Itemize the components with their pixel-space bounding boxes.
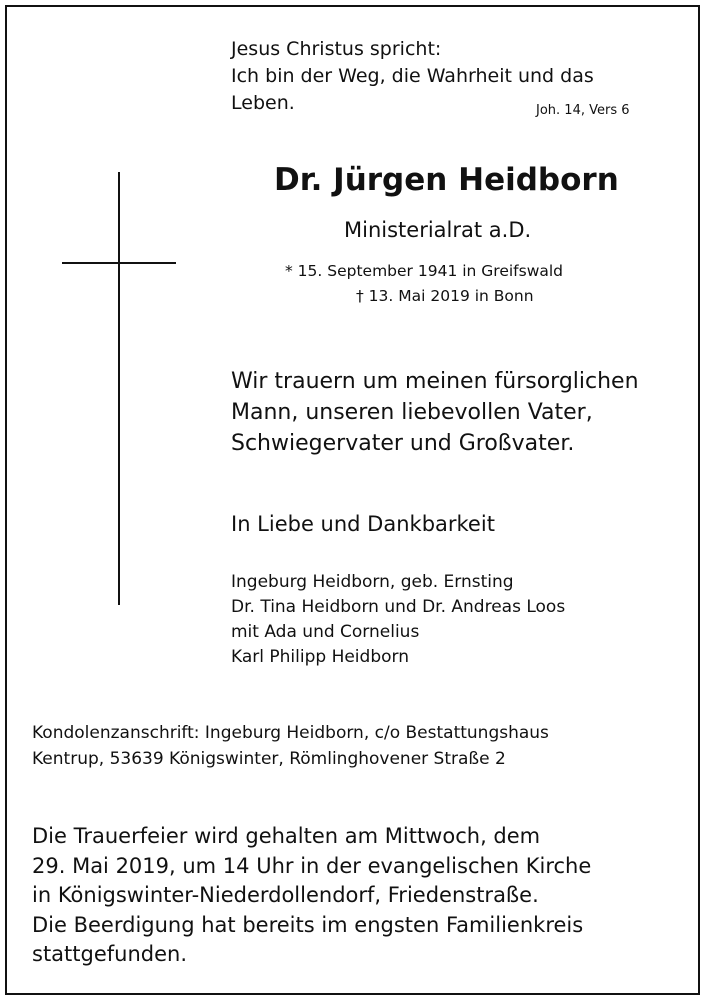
service-line: in Königswinter-Niederdollendorf, Friedenstraße. [32,883,539,907]
closing-phrase: In Liebe und Dankbarkeit [231,512,495,536]
mourning-text [231,366,639,459]
deceased-name: Dr. Jürgen Heidborn [274,162,619,198]
cross-icon-bar [62,262,176,264]
condolence-address [32,720,549,772]
verse-line: Leben. [231,92,295,114]
address-line: Kondolenzanschrift: Ingeburg Heidborn, c/o Bestattungshaus [32,723,549,743]
service-line: Die Beerdigung hat bereits im engsten Familienkreis [32,912,584,937]
verse-line: Jesus Christus spricht: [231,38,442,60]
mourning-line: Mann, unseren liebevollen Vater, [231,400,593,425]
deceased-title: Ministerialrat a.D. [344,218,532,242]
funeral-service-info [32,822,591,970]
family-member: Karl Philipp Heidborn [231,647,409,667]
verse-line: Ich bin der Weg, die Wahrheit und das [231,65,594,87]
birth-date: * 15. September 1941 in Greifswald [285,262,564,280]
service-line: Die Trauerfeier wird gehalten am Mittwoch, dem [32,824,541,848]
mourning-line: Wir trauern um meinen fürsorglichen [231,369,639,394]
service-line: stattgefunden. [32,942,188,966]
death-date: † 13. Mai 2019 in Bonn [356,287,534,305]
family-member: Dr. Tina Heidborn und Dr. Andreas Loos [231,597,566,617]
family-list [231,570,565,670]
service-line: 29. Mai 2019, um 14 Uhr in der evangelischen Kirche [32,853,592,878]
verse-reference: Joh. 14, Vers 6 [536,103,630,118]
family-member: Ingeburg Heidborn, geb. Ernsting [231,572,514,592]
cross-icon [118,172,120,605]
family-member: mit Ada und Cornelius [231,622,420,642]
mourning-line: Schwiegervater und Großvater. [231,431,575,456]
address-line: Kentrup, 53639 Königswinter, Römlinghovener Straße 2 [32,749,506,769]
